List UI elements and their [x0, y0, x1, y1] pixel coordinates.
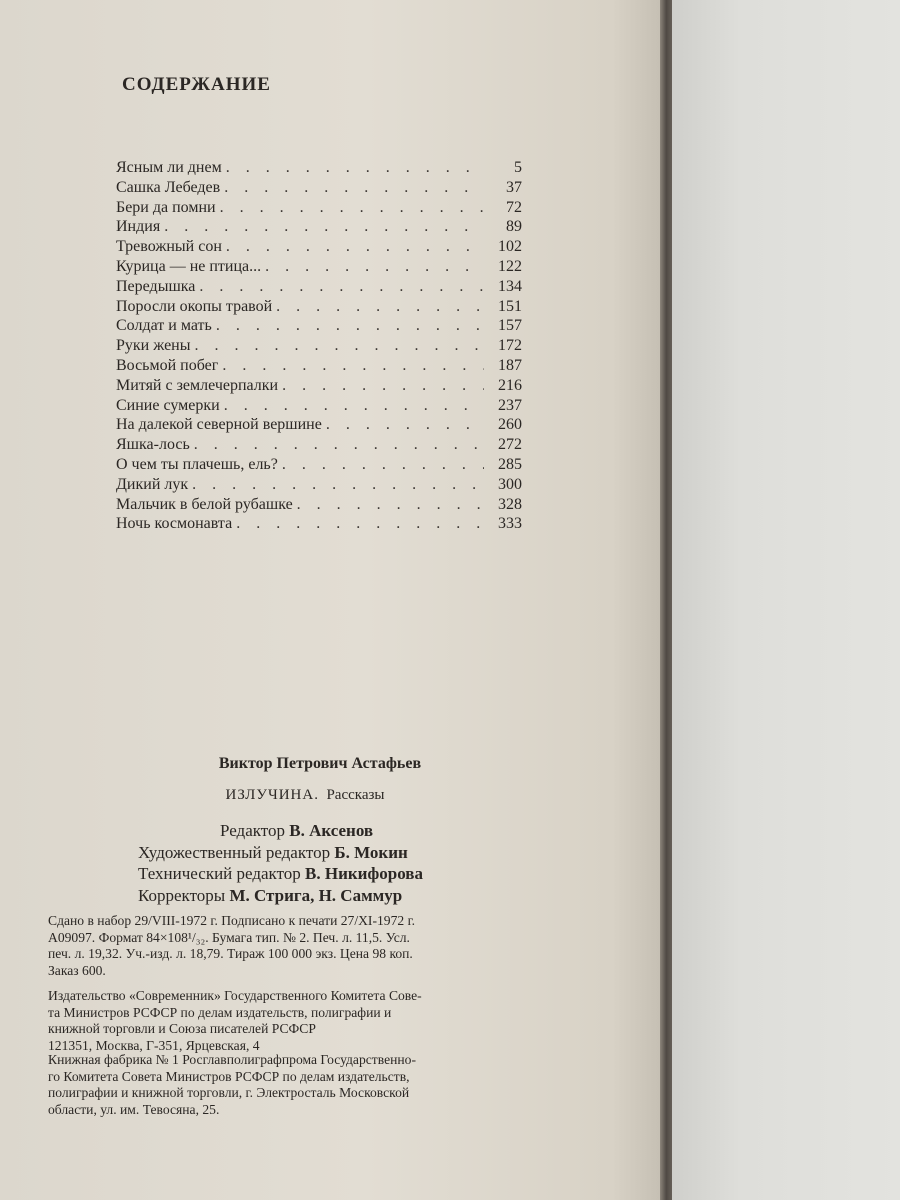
- toc-leader-dots: [224, 178, 484, 198]
- toc-entry: [116, 336, 522, 356]
- toc-entry-title: Мальчик в белой рубашке: [116, 495, 293, 513]
- printer-info-line: го Комитета Совета Министров РСФСР по делам издательств,: [48, 1068, 410, 1084]
- toc-entry: [116, 257, 522, 277]
- book-title-line: [0, 787, 610, 804]
- credit-name: В. Никифорова: [305, 864, 423, 883]
- toc-entry-title: Восьмой побег: [116, 356, 219, 374]
- right-page-blank: [672, 0, 900, 1200]
- toc-entry-page: 151: [498, 297, 522, 315]
- toc-entry-title: Синие сумерки: [116, 396, 220, 414]
- toc-entry: [116, 356, 522, 376]
- credits-list: [138, 820, 423, 906]
- printer-info-line: области, ул. им. Тевосяна, 25.: [48, 1101, 220, 1117]
- toc-entry: [116, 475, 522, 495]
- toc-entry-title: Ночь космонавта: [116, 515, 233, 533]
- toc-leader-dots: [164, 217, 484, 237]
- toc-entry-page: 260: [498, 416, 522, 434]
- credit-name: В. Аксенов: [289, 821, 374, 840]
- credit-role: Редактор: [220, 821, 285, 840]
- toc-entry-page: 237: [498, 396, 522, 414]
- toc-leader-dots: [236, 514, 484, 534]
- publisher-info-line: книжной торговли и Союза писателей РСФСР: [48, 1021, 316, 1037]
- toc-entry-page: 187: [498, 356, 522, 374]
- toc-entry: [116, 158, 522, 178]
- credit-row: [138, 842, 423, 864]
- toc-leader-dots: [265, 257, 484, 277]
- toc-leader-dots: [276, 297, 484, 317]
- toc-entry-page: 102: [498, 238, 522, 256]
- toc-entry-page: 216: [498, 376, 522, 394]
- toc-entry: [116, 415, 522, 435]
- toc-entry-page: 157: [498, 317, 522, 335]
- credit-role: Корректоры: [138, 885, 226, 905]
- credit-name: Б. Мокин: [334, 842, 408, 862]
- toc-entry: [116, 297, 522, 317]
- toc-leader-dots: [195, 336, 485, 356]
- print-info: [48, 913, 584, 979]
- toc-entry-page: 300: [498, 475, 522, 493]
- toc-entry-page: 37: [506, 178, 522, 196]
- toc-entry-title: Индия: [116, 218, 161, 236]
- toc-entry-title: Солдат и мать: [116, 317, 212, 335]
- credit-row: [138, 820, 423, 842]
- toc-entry-page: 134: [498, 277, 522, 295]
- toc-entry: [116, 277, 522, 297]
- table-of-contents: [116, 158, 522, 534]
- toc-entry-title: Тревожный сон: [116, 238, 222, 256]
- toc-entry: [116, 217, 522, 237]
- toc-entry-title: Сашка Лебедев: [116, 178, 221, 196]
- toc-entry-page: 333: [498, 515, 522, 533]
- toc-entry-page: 172: [498, 337, 522, 355]
- printer-info-line: полиграфии и книжной торговли, г. Электросталь Московской: [48, 1085, 410, 1101]
- toc-leader-dots: [297, 495, 484, 515]
- credit-role: Художественный редактор: [138, 842, 331, 862]
- toc-entry-page: 5: [514, 159, 522, 176]
- toc-entry-page: 89: [506, 218, 522, 236]
- toc-leader-dots: [226, 237, 484, 257]
- toc-leader-dots: [192, 475, 484, 495]
- credit-name: М. Стрига, Н. Саммур: [229, 885, 403, 905]
- book-genre: Рассказы: [326, 787, 385, 803]
- toc-entry-title: На далекой северной вершине: [116, 416, 322, 434]
- toc-entry-title: Митяй с землечерпалки: [116, 376, 279, 394]
- toc-entry-title: Бери да помни: [116, 198, 216, 216]
- publisher-info-line: Издательство «Современник» Государственного Комитета Сове-: [48, 988, 422, 1003]
- publisher-info-line: 121351, Москва, Г-351, Ярцевская, 4: [48, 1037, 260, 1053]
- toc-entry-title: Яшка-лось: [116, 436, 190, 454]
- toc-leader-dots: [282, 376, 484, 396]
- toc-entry: [116, 396, 522, 416]
- toc-entry: [116, 455, 522, 475]
- toc-leader-dots: [326, 415, 484, 435]
- toc-entry-title: Руки жены: [116, 337, 191, 355]
- toc-leader-dots: [216, 316, 484, 336]
- publisher-info: [48, 988, 584, 1054]
- printer-info: [48, 1052, 584, 1118]
- toc-entry-page: 122: [498, 257, 522, 275]
- credit-role: Технический редактор: [138, 864, 301, 883]
- toc-entry-page: 272: [498, 436, 522, 454]
- toc-entry: [116, 178, 522, 198]
- printer-info-line: Книжная фабрика № 1 Росглавполиграфпрома Государственно-: [48, 1052, 416, 1067]
- toc-entry-page: 328: [498, 495, 522, 513]
- toc-entry-page: 285: [498, 455, 522, 473]
- author-name: Виктор Петрович Астафьев: [218, 755, 422, 772]
- toc-entry-page: 72: [506, 198, 522, 216]
- toc-leader-dots: [194, 435, 484, 455]
- book-title: ИЗЛУЧИНА.: [225, 787, 319, 803]
- toc-entry: [116, 495, 522, 515]
- credit-row: [138, 885, 423, 907]
- toc-entry: [116, 198, 522, 218]
- print-info-line: Заказ 600.: [48, 962, 106, 978]
- toc-entry-title: О чем ты плачешь, ель?: [116, 455, 278, 473]
- toc-entry: [116, 237, 522, 257]
- toc-heading: СОДЕРЖАНИЕ: [122, 74, 271, 95]
- toc-leader-dots: [226, 158, 484, 178]
- toc-entry: [116, 435, 522, 455]
- toc-entry: [116, 376, 522, 396]
- publisher-info-line: та Министров РСФСР по делам издательств, полиграфии и: [48, 1004, 392, 1020]
- toc-leader-dots: [222, 356, 484, 376]
- toc-entry-title: Поросли окопы травой: [116, 297, 273, 315]
- toc-entry: [116, 514, 522, 534]
- toc-entry: [116, 316, 522, 336]
- credit-row: [138, 863, 423, 885]
- print-info-line: Сдано в набор 29/VIII-1972 г. Подписано к печати 27/XI-1972 г.: [48, 913, 416, 928]
- toc-leader-dots: [199, 277, 484, 297]
- print-info-line: печ. л. 19,32. Уч.-изд. л. 18,79. Тираж 100 000 экз. Цена 98 коп.: [48, 946, 413, 962]
- toc-entry-title: Дикий лук: [116, 475, 189, 493]
- toc-leader-dots: [220, 198, 484, 218]
- toc-entry-title: Ясным ли днем: [116, 159, 222, 176]
- toc-entry-title: Курица — не птица...: [116, 257, 262, 275]
- toc-entry-title: Передышка: [116, 277, 196, 295]
- toc-leader-dots: [282, 455, 484, 475]
- print-info-line: А09097. Формат 84×108¹/₃₂. Бумага тип. № 2. Печ. л. 11,5. Усл.: [48, 929, 410, 945]
- toc-leader-dots: [224, 396, 484, 416]
